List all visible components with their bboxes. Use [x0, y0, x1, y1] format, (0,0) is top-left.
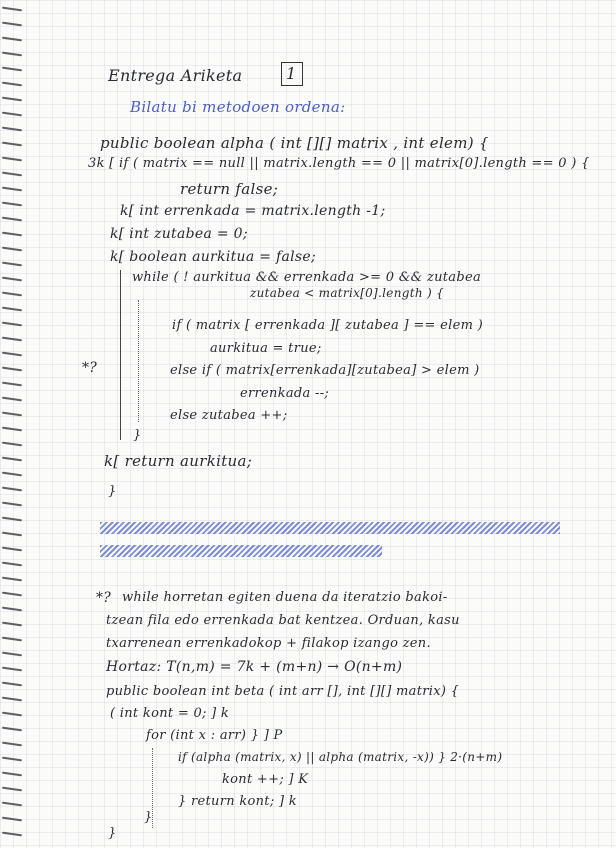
spiral-ring — [2, 292, 22, 297]
spiral-ring — [2, 487, 22, 492]
spiral-ring — [2, 697, 22, 702]
page-title: Entrega Ariketa — [108, 66, 243, 85]
code-line: k[ int errenkada = matrix.length -1; — [120, 203, 386, 219]
spiral-ring — [2, 112, 22, 117]
spiral-ring — [2, 172, 22, 177]
spiral-ring — [2, 367, 22, 372]
question-mark: *? — [96, 590, 112, 606]
code-line: aurkitua = true; — [210, 341, 322, 356]
code-line: } return kont; ] k — [178, 794, 297, 809]
spiral-ring — [2, 232, 22, 237]
spiral-ring — [2, 127, 22, 132]
code-line: return false; — [180, 180, 279, 198]
spiral-ring — [2, 37, 22, 42]
spiral-ring — [2, 757, 22, 762]
code-line: k[ boolean aurkitua = false; — [110, 249, 317, 265]
spiral-ring — [2, 157, 22, 162]
spiral-ring — [2, 547, 22, 552]
spiral-ring — [2, 622, 22, 627]
spiral-ring — [2, 142, 22, 147]
spiral-ring — [2, 382, 22, 387]
code-line: else zutabea ++; — [170, 408, 288, 423]
spiral-ring — [2, 517, 22, 522]
spiral-ring — [2, 397, 22, 402]
code-line: } — [108, 826, 117, 841]
spiral-ring — [2, 727, 22, 732]
spiral-ring — [2, 772, 22, 777]
code-line: zutabea < matrix[0].length ) { — [250, 286, 445, 300]
spiral-ring — [2, 682, 22, 687]
spiral-ring — [2, 787, 22, 792]
spiral-ring — [2, 307, 22, 312]
spiral-ring — [2, 637, 22, 642]
spiral-ring — [2, 7, 22, 12]
question-mark: *? — [82, 360, 98, 376]
spiral-ring — [2, 337, 22, 342]
code-line: } — [144, 810, 153, 825]
while-block-bracket — [120, 270, 121, 440]
spiral-ring — [2, 187, 22, 192]
beta-signature: public boolean int beta ( int arr [], int [][] matrix) { — [106, 684, 460, 699]
spiral-ring — [2, 427, 22, 432]
spiral-ring — [2, 412, 22, 417]
code-line: ( int kont = 0; ] k — [110, 706, 230, 721]
spiral-ring — [2, 217, 22, 222]
crossed-out-text — [100, 522, 560, 534]
indent-guide — [138, 300, 139, 422]
spiral-ring — [2, 262, 22, 267]
crossed-out-text — [100, 545, 382, 557]
spiral-ring — [2, 97, 22, 102]
spiral-binding — [0, 0, 24, 848]
spiral-ring — [2, 322, 22, 327]
code-line: k[ int zutabea = 0; — [110, 226, 248, 242]
spiral-ring — [2, 712, 22, 717]
code-line: while ( ! aurkitua && errenkada >= 0 && zutabea — [132, 270, 482, 285]
spiral-ring — [2, 577, 22, 582]
explanation-line: Hortaz: T(n,m) = 7k + (m+n) → O(n+m) — [106, 659, 403, 675]
spiral-ring — [2, 52, 22, 57]
alpha-signature: public boolean alpha ( int [][] matrix , int elem) { — [100, 134, 489, 152]
explanation-line: txarrenean errenkadokop + filakop izango zen. — [106, 636, 431, 651]
code-line: errenkada --; — [240, 386, 330, 401]
code-line: } — [108, 484, 117, 499]
spiral-ring — [2, 22, 22, 27]
spiral-ring — [2, 562, 22, 567]
spiral-ring — [2, 457, 22, 462]
code-line: k[ return aurkitua; — [104, 452, 253, 470]
spiral-ring — [2, 442, 22, 447]
spiral-ring — [2, 667, 22, 672]
code-line: if (alpha (matrix, x) || alpha (matrix, -x)) } 2·(n+m) — [178, 750, 503, 764]
subtitle: Bilatu bi metodoen ordena: — [130, 98, 346, 116]
code-line: if ( matrix [ errenkada ][ zutabea ] == elem ) — [172, 318, 484, 333]
spiral-ring — [2, 832, 22, 837]
code-line: else if ( matrix[errenkada][zutabea] > elem ) — [170, 363, 480, 378]
explanation-line: while horretan egiten duena da iteratzio bakoi- — [122, 590, 448, 605]
spiral-ring — [2, 277, 22, 282]
spiral-ring — [2, 742, 22, 747]
explanation-line: tzean fila edo errenkada bat kentzea. Orduan, kasu — [106, 613, 460, 628]
spiral-ring — [2, 352, 22, 357]
code-line: } — [133, 428, 142, 443]
spiral-ring — [2, 502, 22, 507]
spiral-ring — [2, 67, 22, 72]
spiral-ring — [2, 652, 22, 657]
code-line: for (int x : arr) } ] P — [146, 728, 283, 743]
spiral-ring — [2, 532, 22, 537]
spiral-ring — [2, 247, 22, 252]
spiral-ring — [2, 592, 22, 597]
spiral-ring — [2, 82, 22, 87]
exercise-number: 1 — [286, 64, 297, 83]
spiral-ring — [2, 817, 22, 822]
code-line: kont ++; ] K — [222, 772, 309, 787]
code-line: 3k [ if ( matrix == null || matrix.length == 0 || matrix[0].length == 0 ) { — [88, 156, 590, 171]
spiral-ring — [2, 202, 22, 207]
spiral-ring — [2, 802, 22, 807]
spiral-ring — [2, 472, 22, 477]
spiral-ring — [2, 607, 22, 612]
